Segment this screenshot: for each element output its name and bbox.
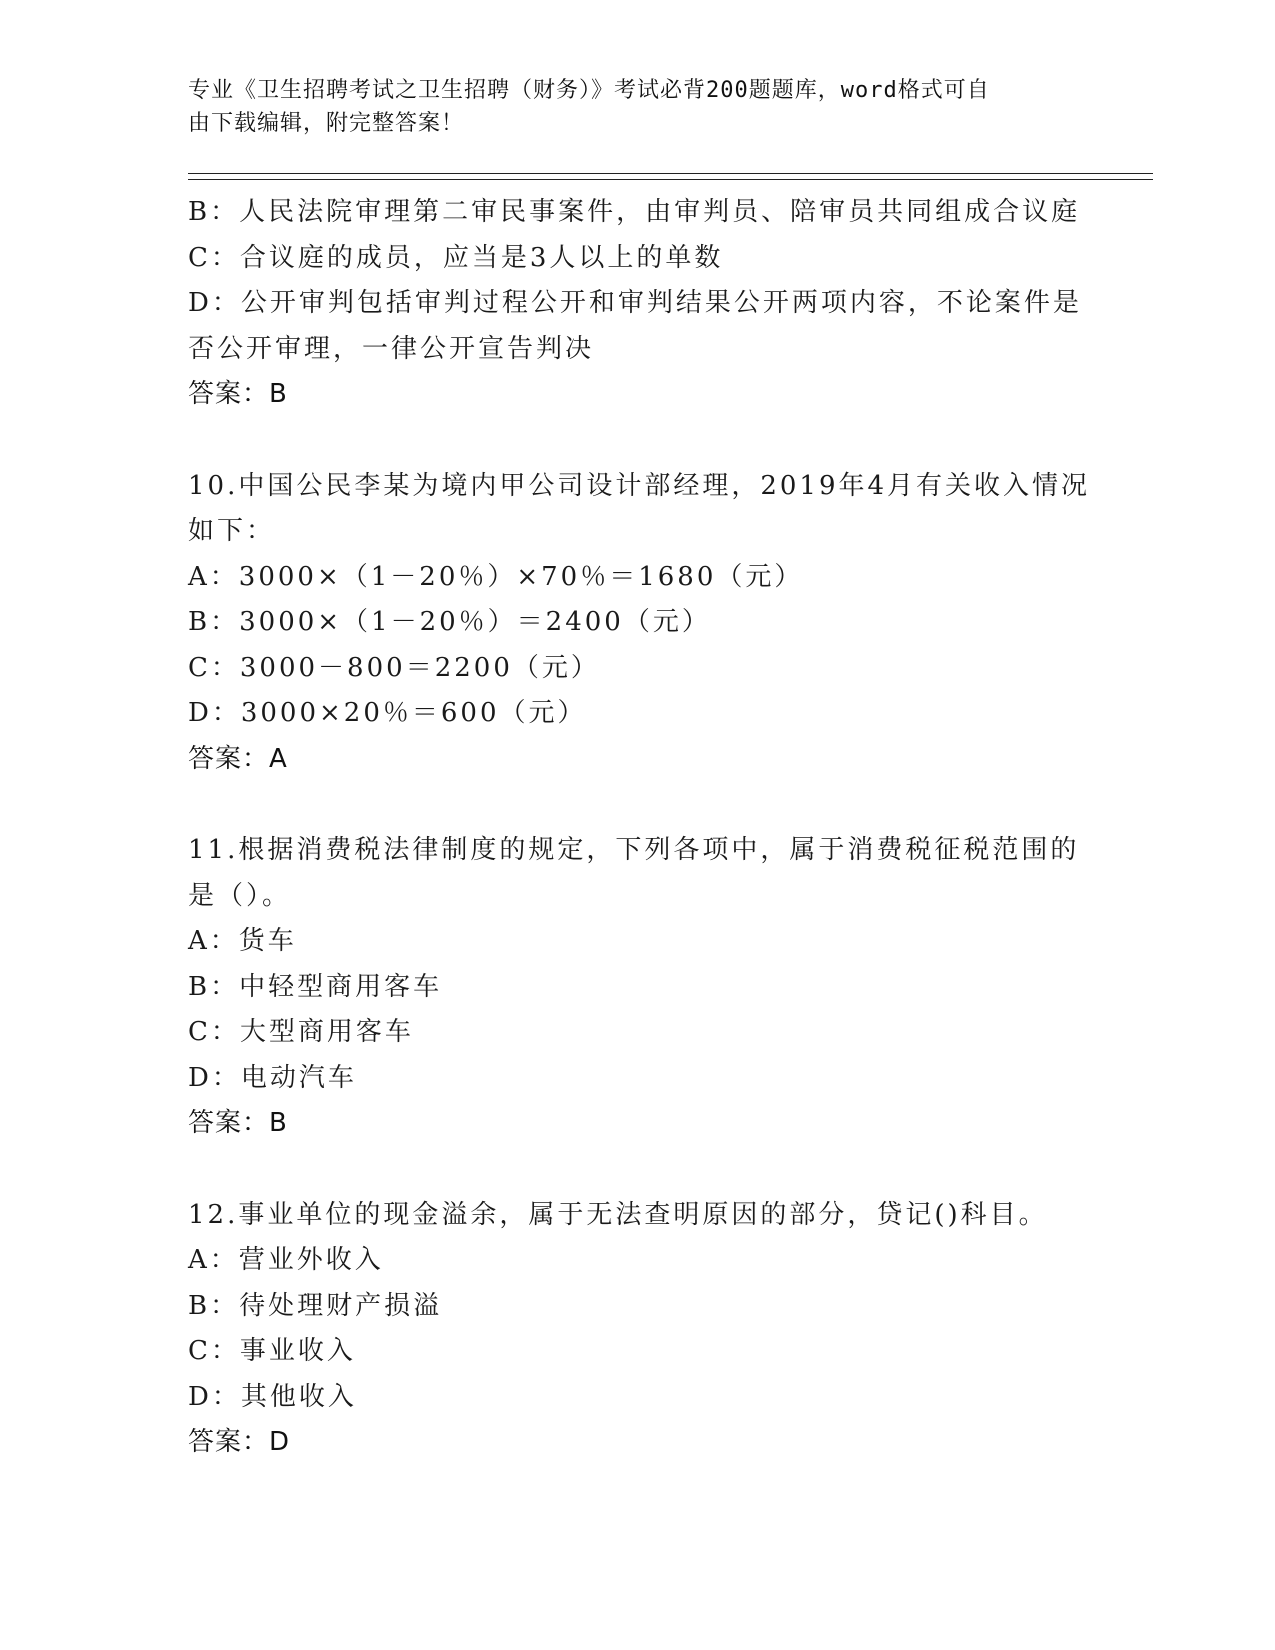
option-c: C：3000－800＝2200（元） bbox=[188, 652, 600, 683]
answer: 答案：B bbox=[188, 379, 288, 409]
spacer bbox=[188, 418, 1088, 464]
question-10 bbox=[188, 464, 1091, 783]
answer: 答案：B bbox=[188, 1108, 288, 1138]
question-11 bbox=[188, 828, 1088, 1147]
option-b: B：3000×（1－20％）＝2400（元） bbox=[188, 607, 711, 637]
header-rule-top bbox=[188, 173, 1153, 174]
question-12 bbox=[188, 1193, 1088, 1466]
question-stem-continued: 如下： bbox=[188, 516, 276, 546]
option-d: D：其他收入 bbox=[188, 1381, 357, 1412]
option-a: A：营业外收入 bbox=[188, 1245, 384, 1275]
question-stem: 12.事业单位的现金溢余，属于无法查明原因的部分，贷记()科目。 bbox=[188, 1199, 1048, 1230]
answer: 答案：A bbox=[188, 743, 288, 774]
spacer bbox=[188, 782, 1088, 828]
option-c: C：事业收入 bbox=[188, 1336, 356, 1366]
question-stem-continued: 是（）。 bbox=[188, 880, 292, 911]
header-line-1: 专业《卫生招聘考试之卫生招聘（财务）》考试必背200题题库，word格式可自 bbox=[188, 78, 990, 103]
question-stem: 10.中国公民李某为境内甲公司设计部经理，2019年4月有关收入情况 bbox=[188, 470, 1091, 501]
spacer bbox=[188, 1147, 1088, 1193]
option-b: B：待处理财产损溢 bbox=[188, 1290, 443, 1321]
option-d: D：公开审判包括审判过程公开和审判结果公开两项内容，不论案件是 bbox=[188, 288, 1082, 318]
option-a: A：3000×（1－20％）×70％＝1680（元） bbox=[188, 561, 804, 592]
option-d: D：3000×20％＝600（元） bbox=[188, 698, 587, 728]
option-b: B：人民法院审理第二审民事案件，由审判员、陪审员共同组成合议庭 bbox=[188, 197, 1081, 227]
question-stem: 11.根据消费税法律制度的规定，下列各项中，属于消费税征税范围的 bbox=[188, 835, 1080, 865]
option-b: B：中轻型商用客车 bbox=[188, 971, 443, 1002]
question-list bbox=[188, 190, 1091, 1466]
header-line-2: 由下载编辑，附完整答案！ bbox=[188, 111, 465, 136]
option-a: A：货车 bbox=[188, 926, 297, 956]
question-9 bbox=[188, 190, 1088, 418]
document-header bbox=[188, 74, 1088, 140]
option-c: C：大型商用客车 bbox=[188, 1017, 414, 1047]
header-rule-bottom bbox=[188, 179, 1153, 180]
option-c: C：合议庭的成员，应当是3人以上的单数 bbox=[188, 242, 724, 273]
option-d: D：电动汽车 bbox=[188, 1062, 357, 1093]
answer: 答案：D bbox=[188, 1427, 291, 1457]
option-d-continued: 否公开审理，一律公开宣告判决 bbox=[188, 333, 595, 364]
